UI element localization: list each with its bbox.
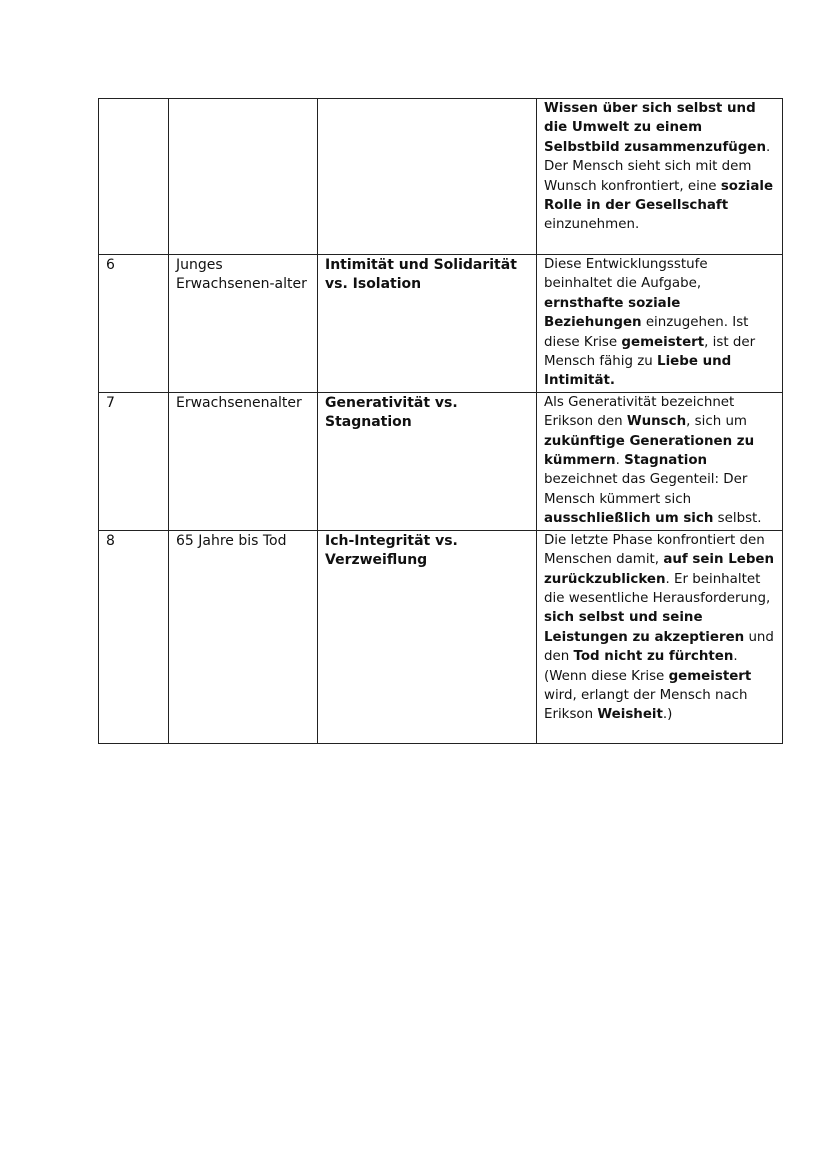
desc-segment: Die letzte Phase konfrontiert den Menschen damit, <box>544 532 765 568</box>
stage-crisis <box>318 99 537 255</box>
stage-age: Junges Erwachsenen-alter <box>169 255 318 393</box>
desc-segment: Weisheit <box>597 707 663 723</box>
desc-segment: ausschließlich um sich <box>544 511 714 527</box>
stage-number <box>99 99 169 255</box>
stage-description <box>537 392 783 530</box>
desc-segment: sich selbst und seine Leistungen zu akzeptieren <box>544 610 745 645</box>
desc-segment: Stagnation <box>624 453 708 469</box>
stage-crisis: Ich-Integrität vs. Verzweiflung <box>318 530 537 743</box>
desc-segment: wird, erlangt der Mensch nach Erikson <box>544 687 748 723</box>
erikson-stages-table <box>98 98 783 744</box>
desc-segment: . <box>615 453 625 469</box>
desc-segment: gemeistert <box>668 668 752 684</box>
stage-description <box>537 530 783 743</box>
stage-age: Erwachsenenalter <box>169 392 318 530</box>
desc-segment: Liebe und Intimität. <box>544 354 732 389</box>
desc-segment: soziale Rolle in der Gesellschaft <box>544 178 774 214</box>
desc-segment: ernsthafte soziale Beziehungen <box>544 295 681 331</box>
desc-segment: bezeichnet das Gegenteil: Der Mensch kümmert sich <box>544 472 748 507</box>
stage-crisis: Intimität und Solidarität vs. Isolation <box>318 255 537 393</box>
desc-segment: selbst. <box>713 511 762 527</box>
desc-segment: Wissen über sich selbst und die Umwelt zu einem Selbstbild zusammenzufügen <box>544 101 767 155</box>
desc-segment: Tod nicht zu fürchten <box>573 649 734 665</box>
table-row <box>99 392 783 530</box>
table-row <box>99 255 783 393</box>
desc-segment: . (Wenn diese Krise <box>544 649 738 684</box>
table-row <box>99 530 783 743</box>
stage-number: 7 <box>99 392 169 530</box>
table-row <box>99 99 783 255</box>
stage-description <box>537 255 783 393</box>
stage-age: 65 Jahre bis Tod <box>169 530 318 743</box>
desc-segment: Diese Entwicklungsstufe beinhaltet die Aufgabe, <box>544 257 708 292</box>
desc-segment: .) <box>662 707 673 723</box>
stage-age <box>169 99 318 255</box>
desc-segment: auf sein Leben zurückzublicken <box>544 552 775 587</box>
desc-segment: einzugehen. Ist diese Krise <box>544 315 749 350</box>
stage-number: 6 <box>99 255 169 393</box>
desc-segment: Wunsch <box>626 414 687 430</box>
stage-description <box>537 99 783 255</box>
desc-segment: und den <box>544 629 774 665</box>
desc-segment: . Der Mensch sieht sich mit dem Wunsch konfrontiert, eine <box>544 139 771 194</box>
desc-segment: gemeistert <box>621 334 705 350</box>
desc-segment: , sich um <box>686 414 747 430</box>
desc-segment: einzunehmen. <box>544 217 640 233</box>
desc-segment: . Er beinhaltet die wesentliche Herausforderung, <box>544 571 771 606</box>
desc-segment: Als Generativität bezeichnet Erikson den <box>544 394 735 430</box>
desc-segment: zukünftige Generationen zu kümmern <box>544 433 755 469</box>
stage-number: 8 <box>99 530 169 743</box>
stage-crisis: Generativität vs. Stagnation <box>318 392 537 530</box>
desc-segment: , ist der Mensch fähig zu <box>544 334 756 370</box>
